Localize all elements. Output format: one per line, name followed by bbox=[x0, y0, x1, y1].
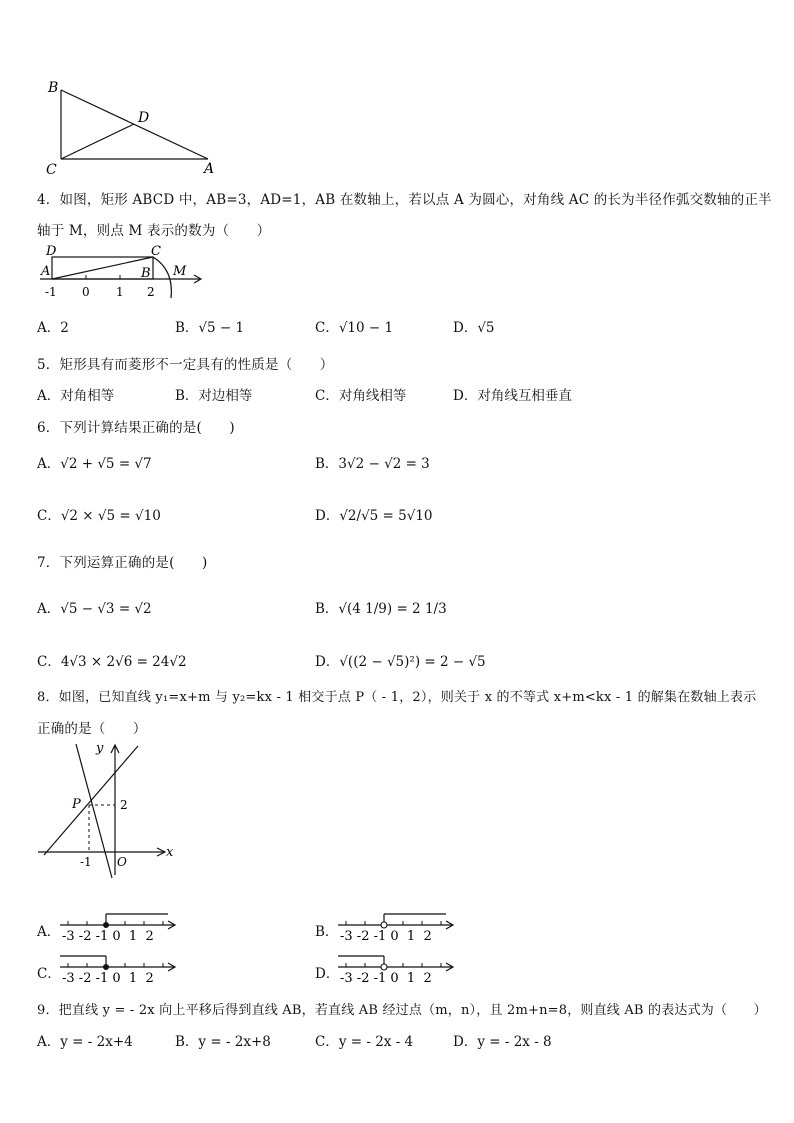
q7-option-c[interactable]: C．4√3 × 2√6 = 24√2 bbox=[37, 654, 187, 670]
q8-stem-line2: 正确的是（ ） bbox=[37, 721, 147, 737]
q8-label-2: 2 bbox=[120, 798, 128, 812]
q6-stem: 6．下列计算结果正确的是( ) bbox=[37, 420, 235, 436]
q5-option-b[interactable]: B．对边相等 bbox=[175, 388, 253, 404]
q8-label-y: y bbox=[96, 741, 104, 756]
q8-option-c[interactable]: C． bbox=[37, 966, 61, 982]
q8-label-neg1: -1 bbox=[80, 855, 92, 869]
q6-option-b[interactable]: B．3√2 − √2 = 3 bbox=[315, 456, 430, 472]
q8-coordinate-figure bbox=[36, 738, 186, 880]
q8-stem-line1: 8．如图，已知直线 y₁=x+m 与 y₂=kx - 1 相交于点 P（ - 1，2），则关于 x 的不等式 x+m<kx - 1 的解集在数轴上表示 bbox=[37, 690, 757, 705]
q4-label-d: D bbox=[46, 244, 57, 259]
q4-tick-0: 0 bbox=[82, 285, 90, 299]
q4-label-m: M bbox=[173, 264, 187, 279]
q8-option-d-number-line[interactable] bbox=[336, 950, 460, 986]
q7-option-a[interactable]: A．√5 − √3 = √2 bbox=[37, 601, 152, 617]
q8-option-b[interactable]: B． bbox=[315, 924, 339, 940]
q9-option-b[interactable]: B．y = - 2x+8 bbox=[175, 1034, 271, 1050]
q7-stem: 7．下列运算正确的是( ) bbox=[37, 555, 208, 571]
q8-option-b-ticks: -3 -2 -1 0 1 2 bbox=[340, 929, 432, 944]
q4-option-d[interactable]: D．√5 bbox=[453, 320, 495, 336]
label-c: C bbox=[46, 162, 57, 178]
label-a: A bbox=[204, 161, 215, 177]
q8-option-d-ticks: -3 -2 -1 0 1 2 bbox=[340, 971, 432, 986]
q8-option-a[interactable]: A． bbox=[37, 924, 61, 940]
q4-option-a[interactable]: A．2 bbox=[37, 320, 69, 336]
triangle-figure bbox=[40, 76, 230, 178]
q4-label-a: A bbox=[41, 264, 51, 279]
q9-option-d[interactable]: D．y = - 2x - 8 bbox=[453, 1034, 552, 1050]
q4-label-c: C bbox=[151, 244, 161, 259]
q9-option-a[interactable]: A．y = - 2x+4 bbox=[37, 1034, 133, 1050]
q7-option-b[interactable]: B．√(4 1/9) = 2 1/3 bbox=[315, 601, 447, 617]
q6-option-d[interactable]: D．√2/√5 = 5√10 bbox=[315, 508, 433, 524]
q8-option-a-number-line[interactable] bbox=[58, 908, 182, 944]
q9-option-c[interactable]: C．y = - 2x - 4 bbox=[315, 1034, 414, 1050]
q9-stem: 9．把直线 y = - 2x 向上平移后得到直线 AB，若直线 AB 经过点（m，n），且 2m+n=8，则直线 AB 的表达式为（ ） bbox=[37, 1003, 767, 1018]
q6-option-c[interactable]: C．√2 × √5 = √10 bbox=[37, 508, 161, 524]
q4-tick-1: 1 bbox=[116, 285, 124, 299]
q5-option-d[interactable]: D．对角线互相垂直 bbox=[453, 388, 572, 404]
q4-tick-neg1: -1 bbox=[45, 285, 57, 299]
label-d: D bbox=[138, 110, 150, 126]
q4-stem-line2: 轴于 M，则点 M 表示的数为（ ） bbox=[37, 223, 271, 239]
q8-label-x: x bbox=[166, 845, 174, 860]
q4-label-b: B bbox=[141, 266, 151, 281]
q4-tick-2: 2 bbox=[147, 285, 155, 299]
q5-option-a[interactable]: A．对角相等 bbox=[37, 388, 115, 404]
q7-option-d[interactable]: D．√((2 − √5)²) = 2 − √5 bbox=[315, 654, 486, 670]
q6-option-a[interactable]: A．√2 + √5 = √7 bbox=[37, 456, 152, 472]
q5-option-c[interactable]: C．对角线相等 bbox=[315, 388, 407, 404]
q4-option-b[interactable]: B．√5 − 1 bbox=[175, 320, 245, 336]
q4-stem-line1: 4．如图，矩形 ABCD 中，AB=3，AD=1，AB 在数轴上，若以点 A 为圆心，对角线 AC 的长为半径作弧交数轴的正半 bbox=[37, 192, 772, 208]
q8-option-b-number-line[interactable] bbox=[336, 908, 460, 944]
q4-number-line-figure bbox=[36, 242, 206, 300]
q8-label-p: P bbox=[72, 797, 81, 812]
q8-option-a-ticks: -3 -2 -1 0 1 2 bbox=[62, 929, 154, 944]
q4-option-c[interactable]: C．√10 − 1 bbox=[315, 320, 394, 336]
q8-label-o: O bbox=[117, 855, 127, 869]
q5-stem: 5．矩形具有而菱形不一定具有的性质是（ ） bbox=[37, 357, 334, 373]
q8-option-d[interactable]: D． bbox=[315, 966, 340, 982]
q8-option-c-number-line[interactable] bbox=[58, 950, 182, 986]
label-b: B bbox=[48, 80, 59, 96]
q8-option-c-ticks: -3 -2 -1 0 1 2 bbox=[62, 971, 154, 986]
